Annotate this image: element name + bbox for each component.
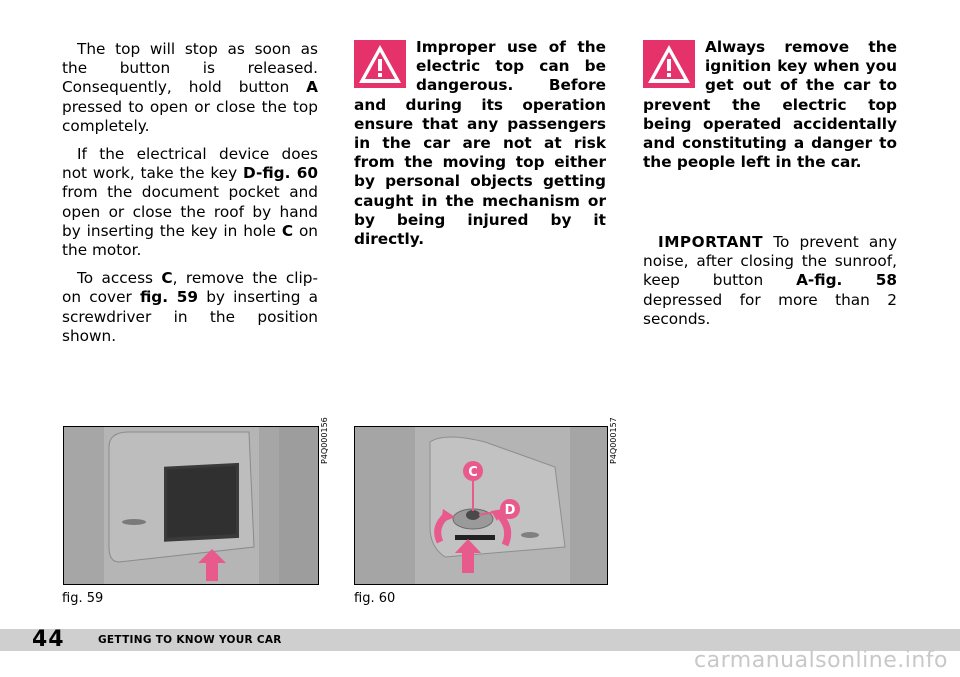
figure-59-illustration: [63, 426, 319, 585]
paragraph-manual-operation: If the electrical device does not work, take the key D-fig. 60 from the document pocket and open or close the roof by hand by inserting the key in hole C on the motor.: [62, 145, 318, 260]
watermark: carmanualsonline.info: [694, 648, 948, 673]
warning-improper-use: Improper use of the electric top can be dangerous. Before and during its operation ensure that any passengers in the car are not at risk from the moving top either by personal objects getting caught in the mechanism or by being injured by it directly.: [354, 38, 606, 249]
paragraph-access-cover: To access C, remove the clip-on cover fig. 59 by inserting a screwdriver in the position shown.: [62, 269, 318, 345]
important-note: IMPORTANT To prevent any noise, after closing the sunroof, keep button A-fig. 58 depressed for more than 2 seconds.: [643, 233, 897, 328]
svg-text:C: C: [468, 465, 478, 480]
figure-60-illustration: [354, 426, 608, 585]
svg-text:D: D: [504, 503, 516, 518]
paragraph-button-release: The top will stop as soon as the button is released. Consequently, hold button A pressed to open or close the top completely.: [62, 40, 318, 135]
figure-59-code: P4Q000156: [320, 417, 329, 464]
warning-triangle-icon: [643, 40, 695, 88]
column-left: [62, 40, 318, 355]
clip-on-cover-illustration: [64, 427, 318, 584]
motor-hole-illustration: [355, 427, 607, 584]
warning-triangle-icon: [354, 40, 406, 88]
warning-ignition-key: Always remove the ignition key when you get out of the car to prevent the electric top being operated accidentally and constituting a danger to the people left in the car.: [643, 38, 897, 172]
figure-60-caption: fig. 60: [354, 591, 396, 606]
page-number: 44: [32, 627, 65, 652]
section-title: GETTING TO KNOW YOUR CAR: [98, 634, 282, 646]
figure-59-caption: fig. 59: [62, 591, 104, 606]
figure-60-code: P4Q000157: [609, 417, 618, 464]
